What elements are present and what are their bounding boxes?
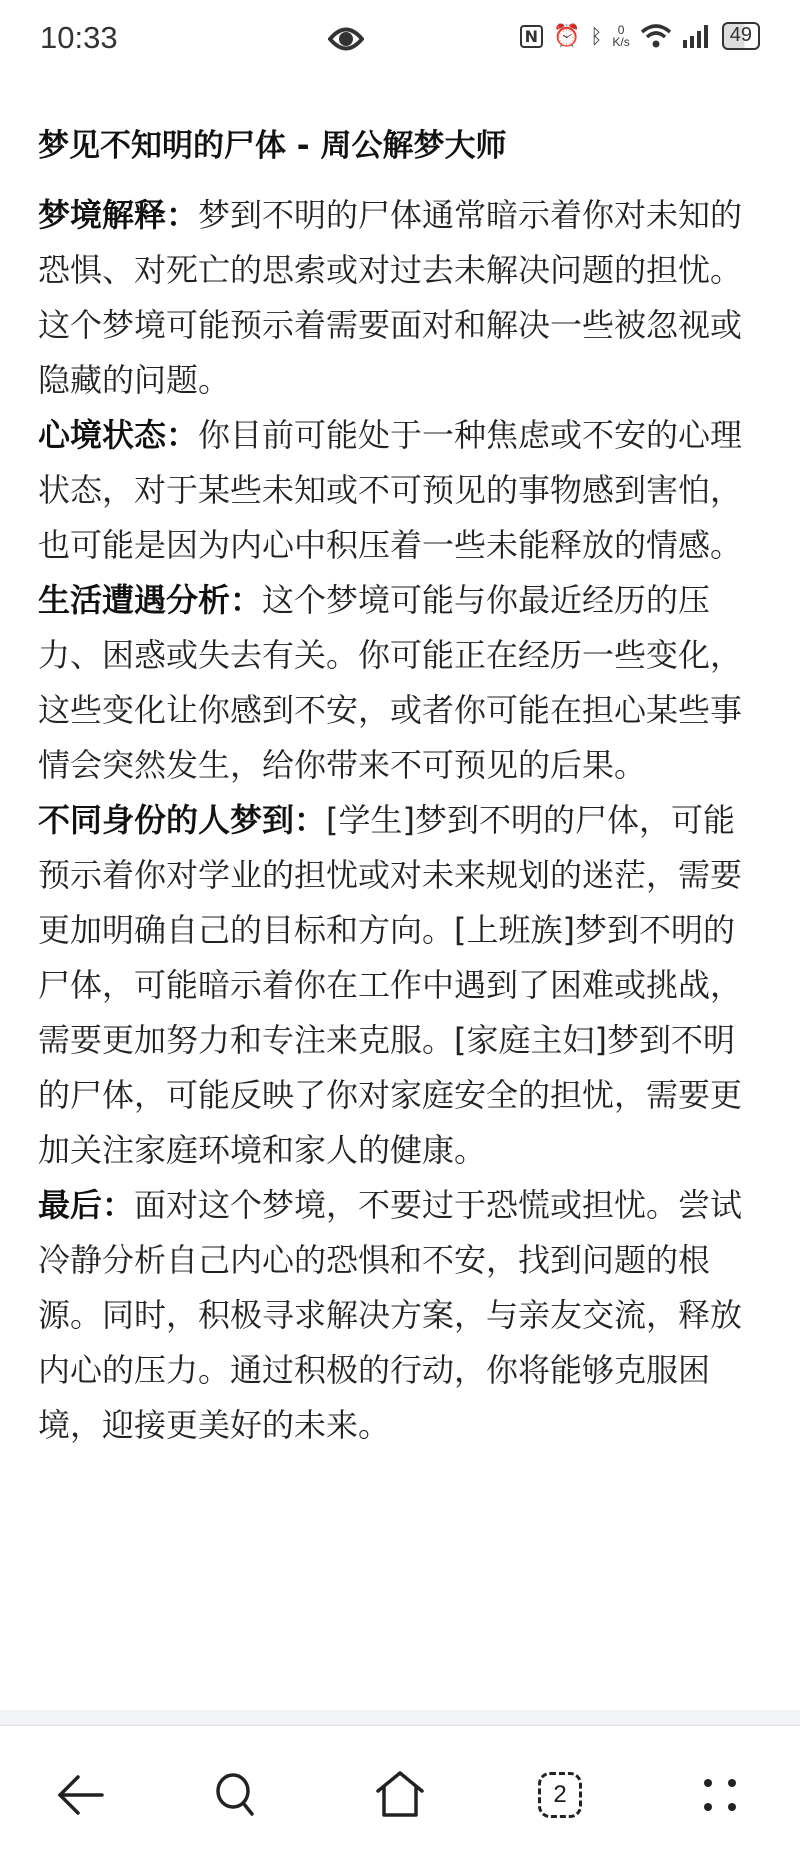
- search-button[interactable]: [212, 1770, 262, 1820]
- clock: 10:33: [40, 20, 118, 55]
- section-identities: 不同身份的人梦到：[学生]梦到不明的尸体，可能预示着你对学业的担忧或对未来规划的迷茫，需要更加明确自己的目标和方向。[上班族]梦到不明的尸体，可能暗示着你在工作中遇到了困难或挑战，需要更加努力和专注来克服。[家庭主妇]梦到不明的尸体，可能反映了你对家庭安全的担忧，需要更加关注家庭环境和家人的健康。: [38, 801, 743, 1169]
- battery-indicator: 49: [722, 22, 760, 50]
- back-icon: [56, 1773, 104, 1817]
- page-title: 梦见不知明的尸体 - 周公解梦大师: [38, 128, 507, 164]
- status-bar: [0, 0, 800, 80]
- section-interpretation: 梦境解释：梦到不明的尸体通常暗示着你对未知的恐惧、对死亡的思索或对过去未解决问题的担忧。这个梦境可能预示着需要面对和解决一些被忽视或隐藏的问题。: [38, 196, 743, 399]
- signal-icon: [682, 23, 712, 49]
- tabs-button[interactable]: [535, 1770, 585, 1820]
- alarm-icon: ⏰: [553, 23, 581, 49]
- back-button[interactable]: [55, 1770, 105, 1820]
- eye-comfort-icon: [328, 24, 364, 54]
- net-speed: 0 K/s: [612, 23, 630, 49]
- article-body: [38, 188, 760, 1453]
- bottom-navigation: [0, 1750, 800, 1830]
- tabs-icon: [538, 1772, 582, 1818]
- more-button[interactable]: [695, 1770, 745, 1820]
- wifi-icon: [640, 23, 672, 49]
- search-icon: [215, 1772, 259, 1818]
- home-icon: [375, 1771, 425, 1819]
- nfc-icon: N: [520, 25, 543, 48]
- tab-count: 2: [553, 1781, 567, 1808]
- more-icon: [700, 1775, 740, 1815]
- section-life-analysis: 生活遭遇分析：这个梦境可能与你最近经历的压力、困惑或失去有关。你可能正在经历一些变化，这些变化让你感到不安，或者你可能在担心某些事情会突然发生，给你带来不可预见的后果。: [38, 581, 743, 784]
- divider: [0, 1710, 800, 1726]
- bluetooth-icon: ᛒ: [590, 24, 603, 48]
- home-button[interactable]: [375, 1770, 425, 1820]
- section-mood: 心境状态：你目前可能处于一种焦虑或不安的心理状态，对于某些未知或不可预见的事物感到害怕，也可能是因为内心中积压着一些未能释放的情感。: [38, 416, 743, 564]
- section-conclusion: 最后：面对这个梦境，不要过于恐慌或担忧。尝试冷静分析自己内心的恐惧和不安，找到问题的根源。同时，积极寻求解决方案，与亲友交流，释放内心的压力。通过积极的行动，你将能够克服困境，迎接更美好的未来。: [38, 1186, 743, 1444]
